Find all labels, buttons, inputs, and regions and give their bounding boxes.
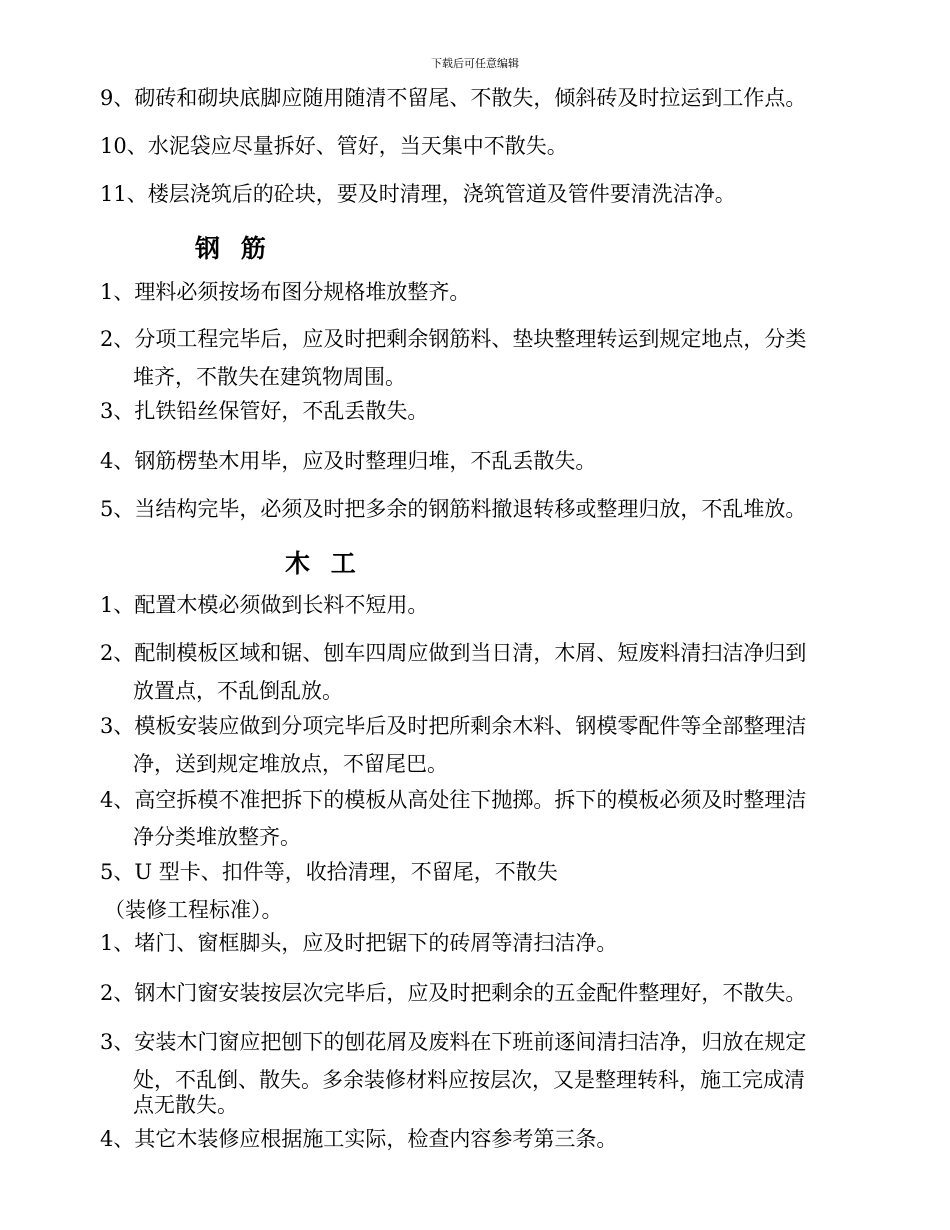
rebar-item-4: 4、钢筋楞垫木用毕，应及时整理归堆，不乱丢散失。 xyxy=(100,449,597,473)
section-heading-rebar: 钢 筋 xyxy=(195,234,272,263)
decoration-item-3-cont2: 点无散失。 xyxy=(133,1093,238,1117)
decoration-section-title: （装修工程标准）。 xyxy=(104,898,283,922)
page-header: 下载后可任意编辑 xyxy=(431,57,519,70)
carpentry-item-3: 3、模板安装应做到分项完毕后及时把所剩余木料、钢模零配件等全部整理洁 xyxy=(100,714,807,738)
rebar-item-1: 1、理料必须按场布图分规格堆放整齐。 xyxy=(100,280,471,304)
decoration-item-1: 1、堵门、窗框脚头，应及时把锯下的砖屑等清扫洁净。 xyxy=(100,931,618,955)
carpentry-item-1: 1、配置木模必须做到长料不短用。 xyxy=(100,593,429,617)
rebar-item-5: 5、当结构完毕，必须及时把多余的钢筋料撤退转移或整理归放，不乱堆放。 xyxy=(100,497,807,521)
rebar-item-2-cont: 堆齐，不散失在建筑物周围。 xyxy=(133,365,406,389)
decoration-item-4: 4、其它木装修应根据施工实际，检查内容参考第三条。 xyxy=(100,1127,618,1151)
carpentry-item-4: 4、高空拆模不准把拆下的模板从高处往下抛掷。拆下的模板必须及时整理洁 xyxy=(100,788,807,812)
decoration-item-3: 3、安装木门窗应把刨下的刨花屑及废料在下班前逐间清扫洁净，归放在规定 xyxy=(100,1030,807,1054)
decoration-item-3-cont: 处，不乱倒、散失。多余装修材料应按层次，又是整理转科，施工完成清 xyxy=(133,1068,805,1092)
carpentry-item-3-cont: 净，送到规定堆放点，不留尾巴。 xyxy=(133,752,448,776)
rebar-item-3: 3、扎铁铅丝保管好，不乱丢散失。 xyxy=(100,399,429,423)
decoration-item-2: 2、钢木门窗安装按层次完毕后，应及时把剩余的五金配件整理好，不散失。 xyxy=(100,981,807,1005)
carpentry-item-2: 2、配制模板区域和锯、刨车四周应做到当日清，木屑、短废料清扫洁净归到 xyxy=(100,641,807,665)
rebar-item-2: 2、分项工程完毕后，应及时把剩余钢筋料、垫块整理转运到规定地点，分类 xyxy=(100,327,807,351)
carpentry-item-5: 5、U 型卡、扣件等，收拾清理，不留尾，不散失 xyxy=(100,860,558,884)
section-heading-carpentry: 木 工 xyxy=(285,549,362,578)
item-11: 11、楼层浇筑后的砼块，要及时清理，浇筑管道及管件要清洗洁净。 xyxy=(100,182,736,206)
carpentry-item-2-cont: 放置点，不乱倒乱放。 xyxy=(133,679,343,703)
item-10: 10、水泥袋应尽量拆好、管好，当天集中不散失。 xyxy=(100,134,568,158)
carpentry-item-4-cont: 净分类堆放整齐。 xyxy=(133,825,301,849)
item-9: 9、砌砖和砌块底脚应随用随清不留尾、不散失，倾斜砖及时拉运到工作点。 xyxy=(100,86,807,110)
